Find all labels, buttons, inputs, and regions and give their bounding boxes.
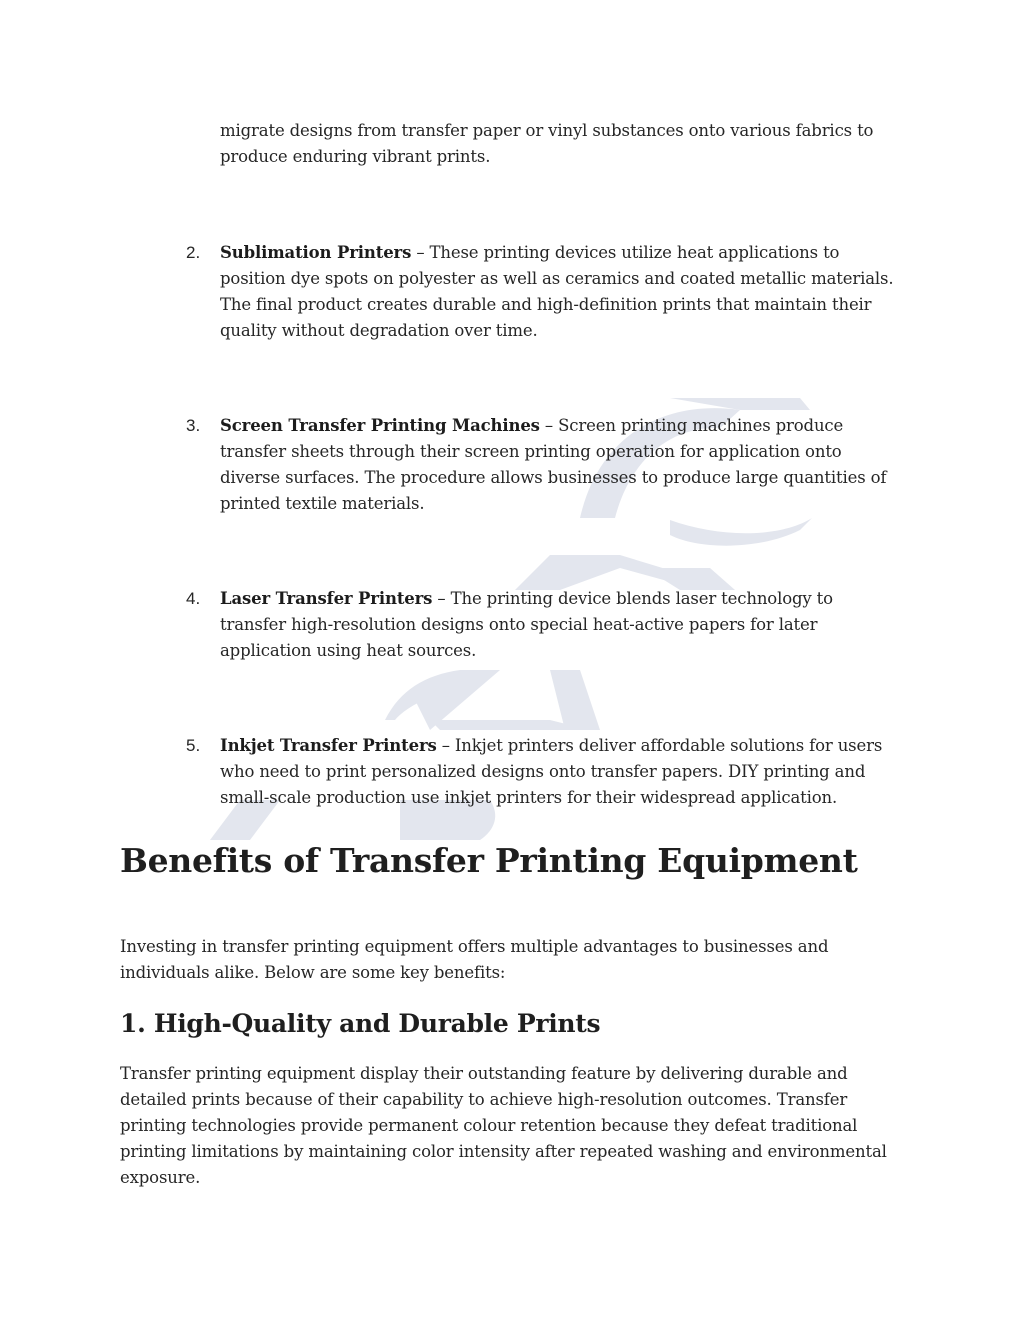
list-item-description: – The printing device blends laser technology to transfer high-resolution designs onto special heat-active papers for later application using heat sources.: [220, 589, 833, 660]
list-item-term: Sublimation Printers: [220, 243, 412, 262]
list-number: 5.: [186, 736, 201, 755]
list-item-term: Screen Transfer Printing Machines: [220, 416, 540, 435]
list-item-term: Laser Transfer Printers: [220, 589, 433, 608]
heading-benefits: Benefits of Transfer Printing Equipment: [120, 841, 858, 880]
list-item-body: [220, 586, 904, 664]
list-number: 4.: [186, 589, 201, 608]
benefits-intro-paragraph: Investing in transfer printing equipment offers multiple advantages to businesses and individuals alike. Below are some key benefits:: [120, 937, 829, 982]
list-item-body: [220, 413, 904, 517]
subheading-high-quality-prints: 1. High-Quality and Durable Prints: [120, 1009, 601, 1038]
list-item-description: – Screen printing machines produce transfer sheets through their screen printing operation for application onto diverse surfaces. The procedure allows businesses to produce large quantities of printed textile materials.: [220, 416, 887, 513]
intro-continuation-paragraph: migrate designs from transfer paper or vinyl substances onto various fabrics to produce enduring vibrant prints.: [220, 121, 874, 166]
list-item-description: – Inkjet printers deliver affordable solutions for users who need to print personalized designs onto transfer papers. DIY printing and small-scale production use inkjet printers for their widespread application.: [220, 736, 883, 807]
list-number: 3.: [186, 416, 201, 435]
list-item-body: [220, 733, 904, 811]
high-quality-prints-paragraph: Transfer printing equipment display their outstanding feature by delivering durable and detailed prints because of their capability to achieve high-resolution outcomes. Transfer printing technologies provide permanent colour retention because they defeat traditional printing limitations by maintaining color intensity after repeated washing and environmental exposure.: [120, 1064, 887, 1187]
list-number: 2.: [186, 243, 201, 262]
list-item-term: Inkjet Transfer Printers: [220, 736, 437, 755]
list-item-body: [220, 240, 904, 344]
list-item-description: – These printing devices utilize heat applications to position dye spots on polyester as well as ceramics and coated metallic materials. The final product creates durable and high-definition prints that maintain their quality without degradation over time.: [220, 243, 894, 340]
